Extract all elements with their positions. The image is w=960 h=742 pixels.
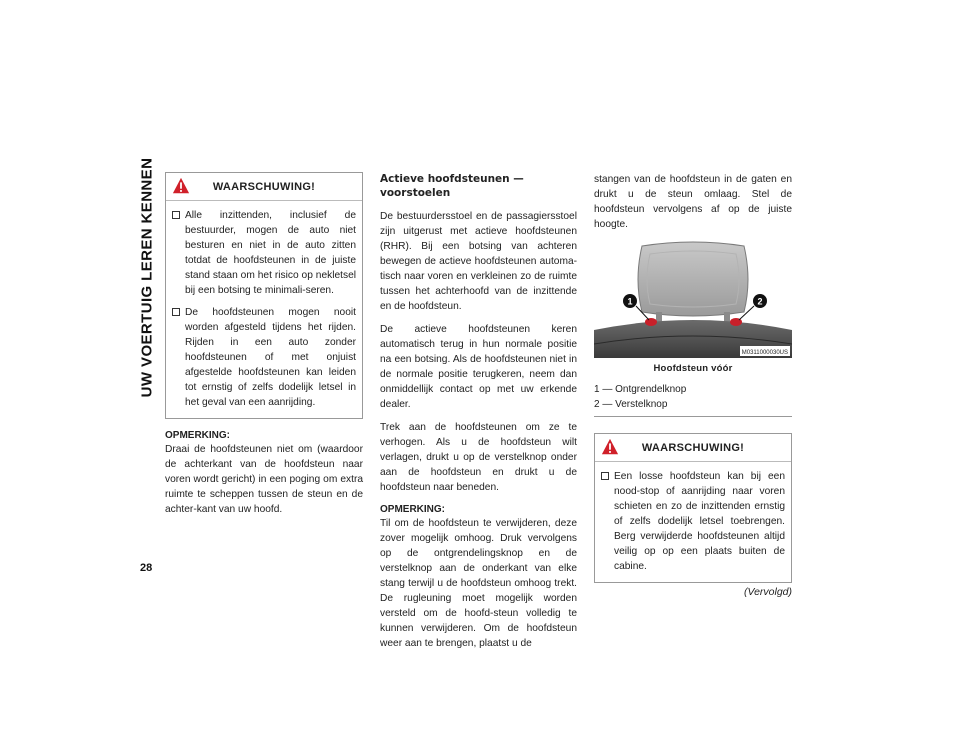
warning-item [172, 305, 356, 410]
column-middle [380, 172, 577, 659]
note-text: Draai de hoofdsteunen niet om (waardoor de achterkant van de hoofdsteun naar voren wordt gericht) in een poging om extra ruimte te scheppen tussen de steun en de achter-kant van uw hoofd. [165, 444, 363, 515]
warning-triangle-icon [172, 177, 190, 195]
warning-text: Alle inzittenden, inclusief de bestuurder, mogen de auto niet besturen en niet in de auto zitten totdat de hoofdsteunen in de juiste stand staan om het risico op nekletsel bij een botsing te minimali-seren. [185, 210, 356, 296]
warning-text: De hoofdsteunen mogen nooit worden afgesteld tijdens het rijden. Rijden in een auto zonder hoofdsteunen of met onjuist afgestelde hoofdsteunen kan leiden tot ernstig of zelfs dodelijk letsel in het geval van een aanrijding. [185, 307, 356, 408]
note-label: OPMERKING: [165, 430, 230, 441]
continued-label: (Vervolgd) [743, 586, 792, 598]
paragraph: stangen van de hoofdsteun in de gaten en drukt u de steun omlaag. Stel de hoofdsteun vervolgens af op de juiste hoogte. [594, 174, 792, 230]
figure-caption: Hoofdsteun vóór [653, 363, 733, 374]
column-left [165, 172, 363, 525]
column-right [594, 172, 792, 598]
square-bullet-icon [601, 472, 609, 480]
square-bullet-icon [172, 308, 180, 316]
chapter-title: UW VOERTUIG LEREN KENNEN [138, 157, 156, 397]
warning-box-1 [165, 172, 363, 419]
warning-triangle-icon [601, 438, 619, 456]
headrest-figure [594, 240, 792, 358]
warning-title: WAARSCHUWING! [641, 441, 745, 454]
page-number: 28 [140, 562, 153, 574]
warning-header [595, 434, 791, 462]
chapter-side-tab [138, 157, 156, 397]
paragraph: Trek aan de hoofdsteunen om ze te verhogen. Als u de hoofdsteun wilt verlagen, drukt u op de verstelknop onder aan de hoofdsteun en drukt u de hoofdsteun naar beneden. [380, 422, 577, 493]
warning-item [601, 469, 785, 574]
paragraph: De bestuurdersstoel en de passagiersstoel zijn uitgerust met actieve hoofdsteunen (RHR). Bij een botsing van achteren bewegen de actieve hoofdsteunen automa-tisch naar voren en verkleinen zo de ruimte tussen het achterhoofd van de inzittende en de hoofdsteun. [380, 211, 577, 312]
warning-header [166, 173, 362, 201]
note-label: OPMERKING: [380, 504, 445, 515]
callout-1: 1 [627, 296, 633, 307]
headrest-illustration [594, 240, 792, 358]
figure-code: M0311000030US [741, 350, 788, 356]
warning-text: Een losse hoofdsteun kan bij een nood-stop of aanrijding naar voren schieten en zo de inzittenden ernstig of zelfs dodelijk letsel toebrengen. Berg verwijderde hoofdsteunen altijd veilig op op een plaats buiten de cabine. [614, 471, 785, 572]
figure-legend [594, 382, 792, 417]
warning-item [172, 208, 356, 298]
note-text: Til om de hoofdsteun te verwijderen, deze zover mogelijk omhoog. Druk vervolgens op de ontgrendelingsknop en de verstelknop aan de onderkant van elke stang terwijl u de hoofdsteun omhoog trekt. De rugleuning moet mogelijk worden versteld om de hoofd-steun volledig te kunnen verwijderen. Om de hoofdsteun weer aan te brengen, plaatst u de [380, 518, 577, 649]
legend-item: 2 — Verstelknop [594, 399, 668, 410]
paragraph: De actieve hoofdsteunen keren automatisch terug in hun normale positie na een botsing. Als de hoofdsteunen niet in de normale positie terugkeren, neem dan onmiddellijk contact op met uw erkende dealer. [380, 324, 577, 410]
warning-title: WAARSCHUWING! [212, 180, 316, 193]
warning-box-2 [594, 433, 792, 583]
callout-2: 2 [757, 296, 763, 307]
section-title: Actieve hoofdsteunen — voorstoelen [380, 173, 524, 199]
legend-item: 1 — Ontgrendelknop [594, 384, 687, 395]
square-bullet-icon [172, 211, 180, 219]
